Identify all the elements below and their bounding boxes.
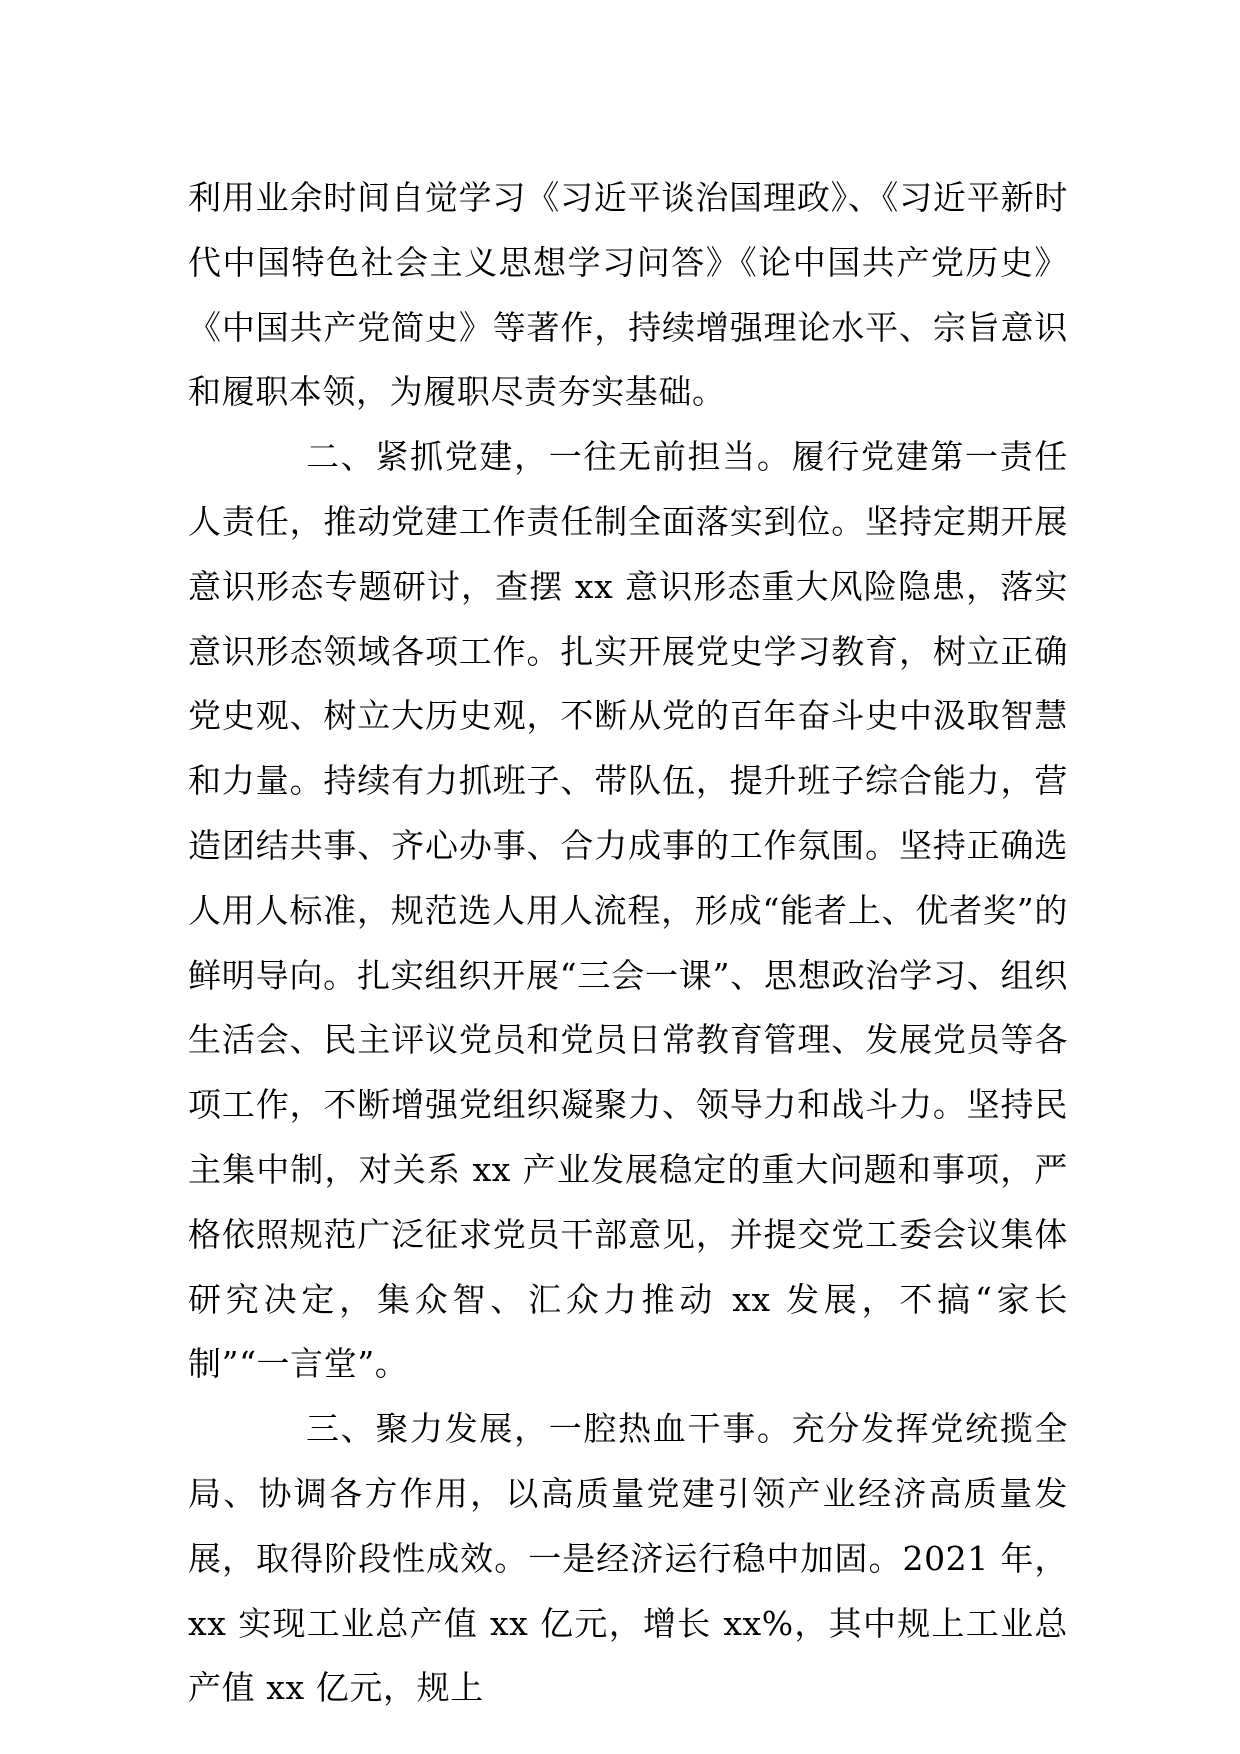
paragraph-party-building: 二、紧抓党建，一往无前担当。履行党建第一责任人责任，推动党建工作责任制全面落实到位。坚持定期开展意识形态专题研讨，查摆 xx 意识形态重大风险隐患，落实意识形态领域各项工作。扎实开展党史学习教育，树立正确党史观、树立大历史观，不断从党的百年奋斗史中汲取智慧和力量。持续有力抓班子、带队伍，提升班子综合能力，营造团结共事、齐心办事、合力成事的工作氛围。坚持正确选人用人标准，规范选人用人流程，形成“能者上、优者奖”的鲜明导向。扎实组织开展“三会一课”、思想政治学习、组织生活会、民主评议党员和党员日常教育管理、发展党员等各项工作，不断增强党组织凝聚力、领导力和战斗力。坚持民主集中制，对关系 xx 产业发展稳定的重大问题和事项，严格依照规范广泛征求党员干部意见，并提交党工委会议集体研究决定，集众智、汇众力推动 xx 发展，不搞“家长制”“一言堂”。: [188, 437, 1068, 1384]
document-body: [188, 166, 1068, 1721]
paragraph-study: 利用业余时间自觉学习《习近平谈治国理政》、《习近平新时代中国特色社会主义思想学习问答》《论中国共产党历史》《中国共产党简史》等著作，持续增强理论水平、宗旨意识和履职本领，为履职尽责夯实基础。: [188, 178, 1068, 412]
paragraph-development: 三、聚力发展，一腔热血干事。充分发挥党统揽全局、协调各方作用，以高质量党建引领产业经济高质量发展，取得阶段性成效。一是经济运行稳中加固。2021 年，xx 实现工业总产值 xx 亿元，增长 xx%，其中规上工业总产值 xx 亿元，规上: [188, 1409, 1068, 1708]
